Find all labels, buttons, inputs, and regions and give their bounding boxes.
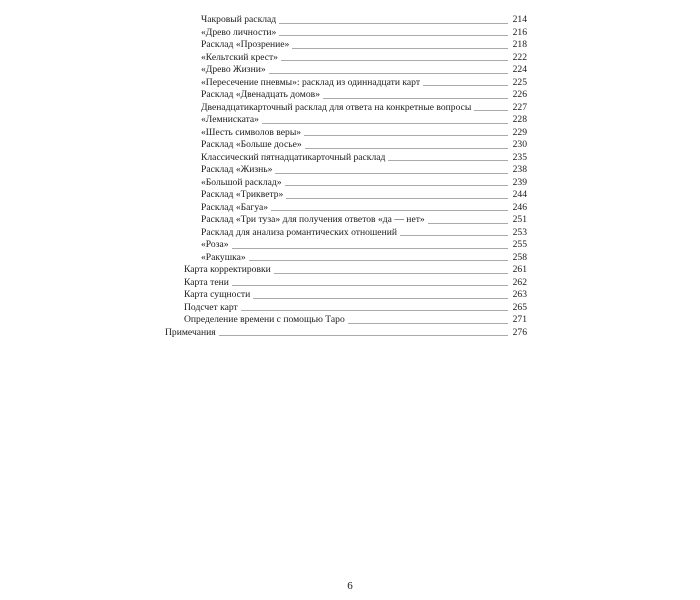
toc-entry (0, 177, 700, 190)
toc-entry-title: Расклад «Прозрение» (201, 39, 290, 50)
toc-entry-page: 258 (512, 251, 527, 263)
toc-entry-page: 227 (512, 101, 527, 113)
toc-entry (0, 302, 700, 315)
toc-entry-line (201, 239, 527, 252)
dot-leader (274, 273, 508, 274)
toc-entry-line (201, 202, 527, 215)
toc-entry-page: 262 (512, 276, 527, 288)
toc-entry-line (184, 289, 527, 302)
toc-entry-line (184, 302, 527, 315)
dot-leader (279, 35, 508, 36)
toc-entry-title: «Древо личности» (201, 26, 277, 38)
dot-leader (423, 85, 508, 86)
toc-entry-title: Подсчет карт (184, 301, 238, 313)
toc-entry-page: 265 (512, 301, 527, 313)
toc-entry (0, 189, 700, 202)
toc-entry-title: Расклад «Двенадцать домов» (201, 89, 320, 100)
dot-leader (232, 248, 508, 249)
dot-leader (428, 223, 508, 224)
toc-entry-title: Расклад «Жизнь» (201, 164, 273, 175)
toc-entry-page: 246 (512, 201, 527, 213)
dot-leader (474, 110, 508, 111)
toc-entry (0, 289, 700, 302)
toc-entry (0, 139, 700, 152)
toc-entry (0, 277, 700, 290)
dot-leader (275, 173, 508, 174)
toc-entry (0, 89, 700, 102)
toc-entry-page: 222 (512, 51, 527, 63)
toc-entry-line (201, 64, 527, 77)
toc-entry-page: 225 (512, 76, 527, 88)
dot-leader (305, 148, 508, 149)
toc-entry (0, 52, 700, 65)
toc-entry-title: Примечания (165, 326, 216, 338)
toc-entry-title: Расклад «Три туза» для получения ответов «да — нет» (201, 214, 425, 225)
toc-entry-line (201, 139, 527, 152)
dot-leader (232, 285, 508, 286)
toc-entry-title: «Ракушка» (201, 251, 246, 263)
toc-entry-title: Карта корректировки (184, 264, 271, 275)
toc-entry-page: 218 (512, 39, 527, 50)
dot-leader (253, 298, 508, 299)
toc-entry-line (184, 277, 527, 290)
toc-entry-line (201, 39, 527, 52)
dot-leader (241, 310, 508, 311)
toc-entry-title: «Лемниската» (201, 114, 259, 125)
toc-entry-line (201, 89, 527, 102)
toc-entry (0, 64, 700, 77)
toc-entry-page: 224 (512, 64, 527, 75)
dot-leader (304, 135, 508, 136)
dot-leader (285, 185, 508, 186)
toc-entry-line (201, 252, 527, 265)
toc-entry-line (201, 14, 527, 27)
dot-leader (262, 123, 508, 124)
toc-entry-page: 251 (512, 214, 527, 225)
toc-entry-line (201, 52, 527, 65)
page-number: 6 (347, 580, 353, 592)
toc-entry-line (201, 152, 527, 165)
toc-entry-title: Расклад «Больше досье» (201, 139, 302, 150)
toc-entry-page: 253 (512, 226, 527, 238)
toc-entry-page: 244 (512, 189, 527, 200)
toc-entry-title: Двенадцатикарточный расклад для ответа на конкретные вопросы (201, 101, 472, 113)
toc-entry-page: 229 (512, 126, 527, 138)
toc-entry-line (201, 114, 527, 127)
dot-leader (286, 198, 508, 199)
dot-leader (323, 98, 508, 99)
toc-entry (0, 27, 700, 40)
toc-entry-title: Определение времени с помощью Таро (184, 314, 345, 325)
toc-entry-page: 214 (512, 14, 527, 25)
toc-entry-title: «Шесть символов веры» (201, 126, 302, 138)
toc-entry-line (201, 177, 527, 190)
toc-entry (0, 202, 700, 215)
toc-entry-page: 271 (512, 314, 527, 325)
toc-entry (0, 127, 700, 140)
toc-entry-line (201, 127, 527, 140)
toc-entry-page: 235 (512, 151, 527, 163)
toc-entry-line (201, 227, 527, 240)
toc-entry-title: Классический пятнадцатикарточный расклад (201, 151, 386, 163)
toc-entry-line (201, 77, 527, 90)
table-of-contents (0, 14, 700, 339)
toc-entry-page: 216 (512, 26, 527, 38)
toc-entry-title: «Пересечение пневмы»: расклад из одиннадцати карт (201, 76, 421, 88)
toc-entry (0, 114, 700, 127)
dot-leader (292, 48, 508, 49)
toc-entry-page: 261 (512, 264, 527, 275)
toc-entry-page: 239 (512, 176, 527, 188)
dot-leader (281, 60, 508, 61)
toc-entry-title: Карта тени (184, 276, 229, 288)
toc-entry (0, 264, 700, 277)
toc-entry (0, 39, 700, 52)
dot-leader (249, 260, 508, 261)
toc-entry-title: Чакровый расклад (201, 14, 277, 25)
toc-entry (0, 239, 700, 252)
toc-entry (0, 77, 700, 90)
toc-entry-page: 255 (512, 239, 527, 250)
toc-entry-line (201, 27, 527, 40)
toc-entry (0, 152, 700, 165)
dot-leader (271, 210, 508, 211)
toc-entry-page: 230 (512, 139, 527, 150)
toc-entry (0, 102, 700, 115)
toc-entry (0, 252, 700, 265)
toc-entry-line (184, 264, 527, 277)
dot-leader (279, 23, 508, 24)
toc-entry-line (201, 102, 527, 115)
toc-entry-line (165, 327, 527, 340)
toc-entry-title: «Кельтский крест» (201, 51, 278, 63)
toc-entry (0, 14, 700, 27)
toc-entry-title: «Древо Жизни» (201, 64, 266, 75)
dot-leader (269, 73, 508, 74)
toc-entry-page: 226 (512, 89, 527, 100)
toc-entry (0, 214, 700, 227)
dot-leader (400, 235, 508, 236)
toc-entry (0, 327, 700, 340)
toc-entry-title: Карта сущности (184, 289, 251, 300)
toc-entry-title: Расклад «Багуа» (201, 201, 269, 213)
dot-leader (348, 323, 508, 324)
toc-entry (0, 164, 700, 177)
toc-entry-line (201, 164, 527, 177)
toc-entry-page: 276 (512, 326, 527, 338)
toc-entry (0, 227, 700, 240)
toc-entry-page: 228 (512, 114, 527, 125)
toc-entry-page: 263 (512, 289, 527, 300)
toc-entry-line (201, 189, 527, 202)
toc-entry-title: «Большой расклад» (201, 176, 282, 188)
toc-entry-title: Расклад для анализа романтических отношений (201, 226, 397, 238)
toc-entry-title: «Роза» (201, 239, 229, 250)
toc-entry-line (184, 314, 527, 327)
toc-entry (0, 314, 700, 327)
toc-entry-title: Расклад «Трикветр» (201, 189, 284, 200)
dot-leader (388, 160, 508, 161)
toc-entry-page: 238 (512, 164, 527, 175)
dot-leader (219, 335, 508, 336)
toc-entry-line (201, 214, 527, 227)
